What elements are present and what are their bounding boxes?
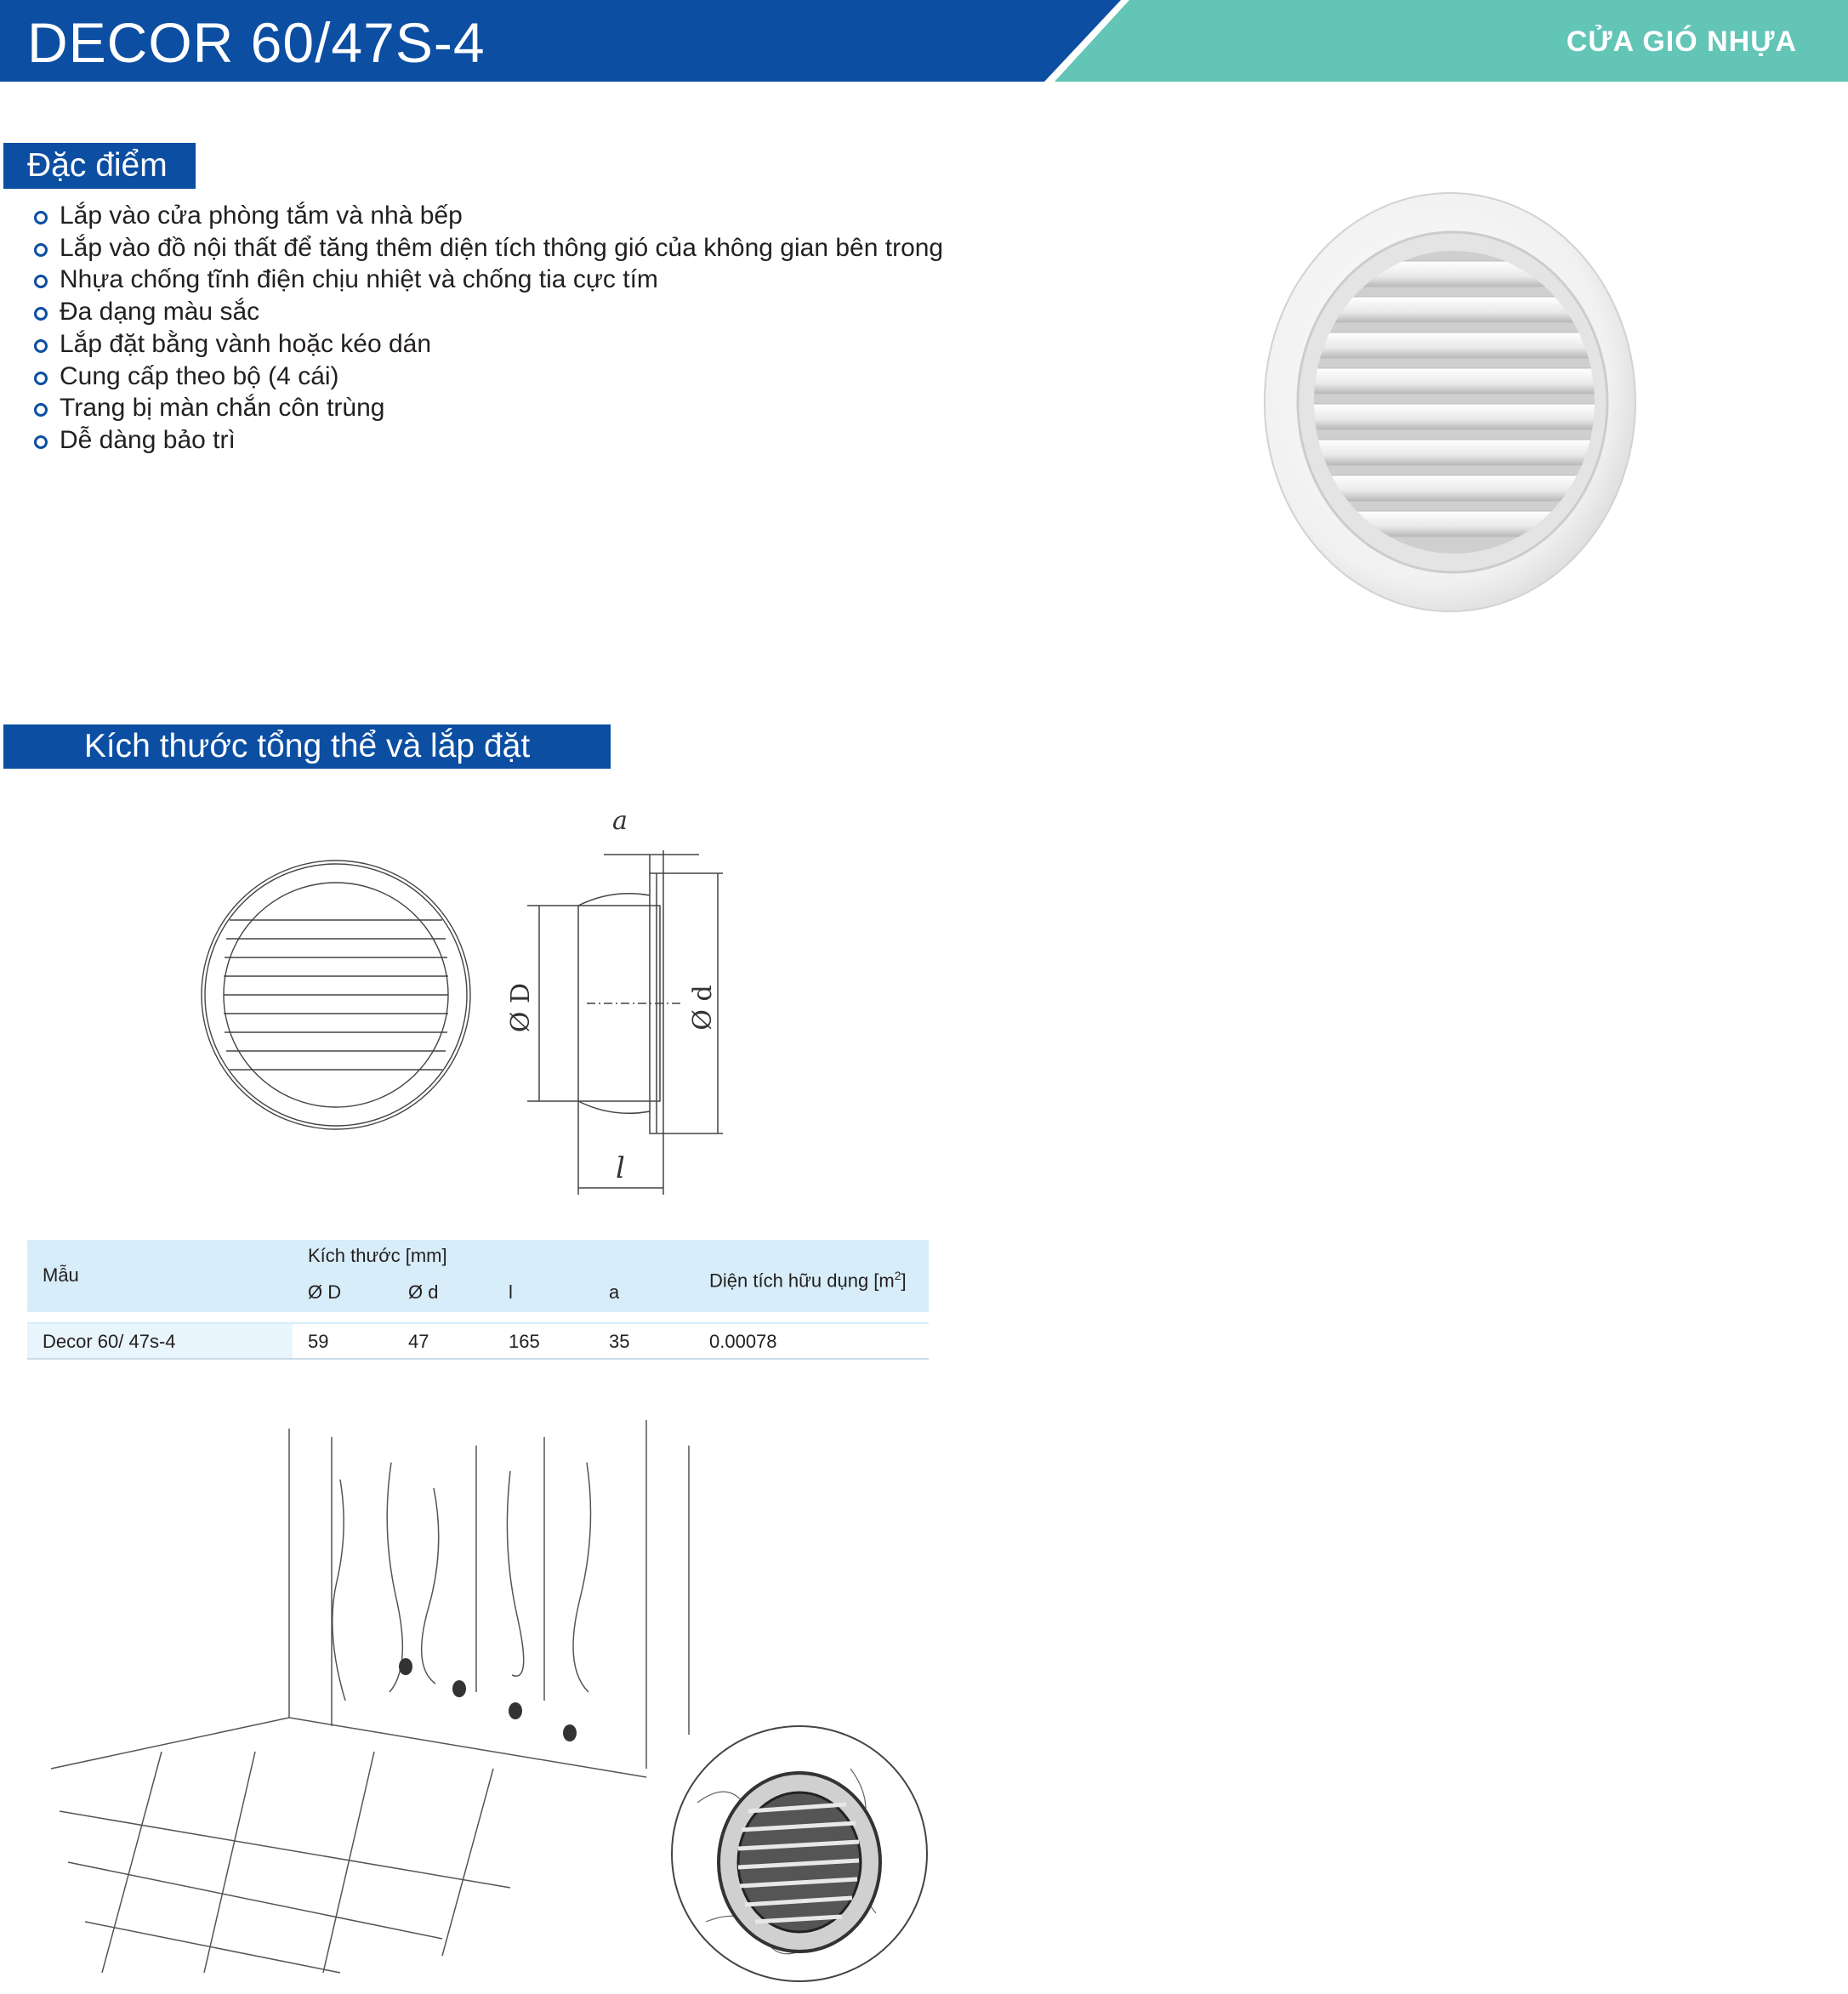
col-d: Ø d bbox=[408, 1281, 439, 1303]
bullet-icon bbox=[34, 435, 48, 449]
list-item: Trang bị màn chắn côn trùng bbox=[34, 392, 943, 424]
product-title: DECOR 60/47S-4 bbox=[27, 11, 486, 74]
list-item: Lắp vào đồ nội thất để tăng thêm diện tích thông gió của không gian bên trong bbox=[34, 232, 943, 264]
installation-illustration bbox=[34, 1412, 935, 1990]
label-D: Ø D bbox=[506, 982, 536, 1033]
list-item: Cung cấp theo bộ (4 cái) bbox=[34, 361, 943, 393]
list-item: Dễ dàng bảo trì bbox=[34, 424, 943, 457]
cell-model: Decor 60/ 47s-4 bbox=[43, 1331, 176, 1352]
bullet-icon bbox=[34, 403, 48, 417]
list-item: Lắp đặt bằng vành hoặc kéo dán bbox=[34, 328, 943, 361]
category-label: CỬA GIÓ NHỰA bbox=[1566, 26, 1797, 58]
col-size: Kích thước [mm] bbox=[308, 1245, 447, 1266]
list-item: Nhựa chống tĩnh điện chịu nhiệt và chống tia cực tím bbox=[34, 264, 943, 296]
col-l: l bbox=[509, 1281, 513, 1303]
list-item: Lắp vào cửa phòng tắm và nhà bếp bbox=[34, 200, 943, 232]
list-item: Đa dạng màu sắc bbox=[34, 296, 943, 328]
side-view-drawing bbox=[506, 804, 748, 1203]
bullet-icon bbox=[34, 339, 48, 353]
cell-a: 35 bbox=[609, 1331, 630, 1352]
features-heading: Đặc điểm bbox=[3, 143, 196, 189]
col-a: a bbox=[609, 1281, 620, 1303]
cell-area: 0.00078 bbox=[709, 1331, 777, 1352]
bullet-icon bbox=[34, 243, 48, 257]
col-model: Mẫu bbox=[43, 1264, 79, 1286]
product-photo bbox=[1250, 183, 1650, 616]
col-area: Diện tích hữu dụng $[m^2]$ bbox=[709, 1269, 907, 1292]
dimensions-heading: Kích thước tổng thể và lắp đặt bbox=[3, 724, 611, 769]
feature-list bbox=[34, 200, 943, 457]
cell-d: 47 bbox=[408, 1331, 429, 1352]
cell-l: 165 bbox=[509, 1331, 540, 1352]
bullet-icon bbox=[34, 307, 48, 321]
bullet-icon bbox=[34, 275, 48, 288]
label-l: l bbox=[616, 1151, 625, 1185]
bullet-icon bbox=[34, 211, 48, 224]
label-a: a bbox=[612, 806, 628, 836]
table-bottom-rule bbox=[27, 1358, 929, 1360]
col-D: Ø D bbox=[308, 1281, 342, 1303]
label-d: Ø d bbox=[688, 985, 718, 1031]
bullet-icon bbox=[34, 372, 48, 385]
cell-D: 59 bbox=[308, 1331, 329, 1352]
front-view-drawing bbox=[196, 867, 476, 1122]
